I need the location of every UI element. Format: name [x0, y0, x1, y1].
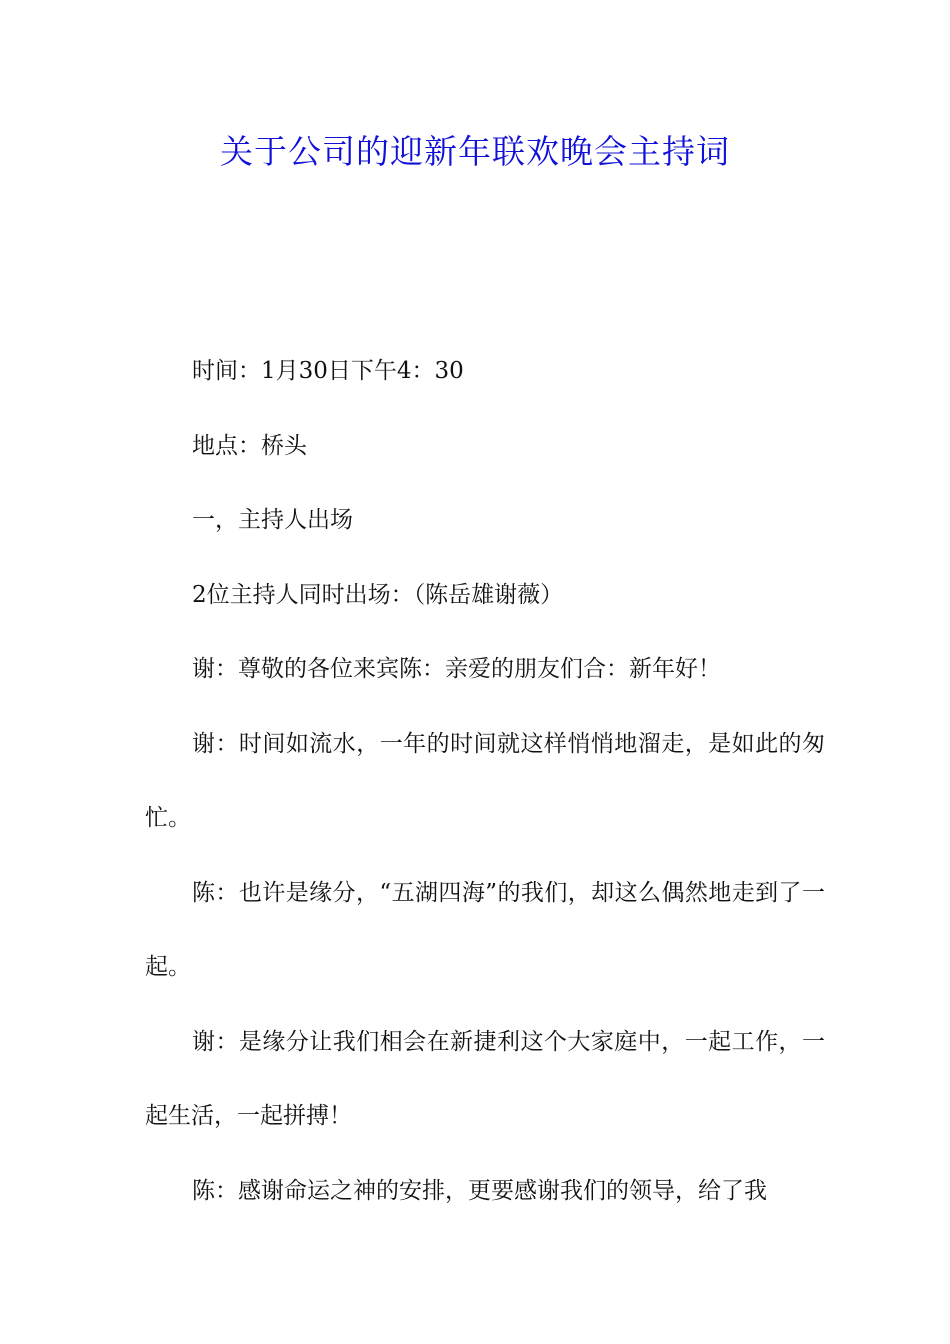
paragraph-greeting: 谢：尊敬的各位来宾陈：亲爱的朋友们合：新年好！: [192, 656, 721, 682]
paragraph-dialogue: 谢：是缘分让我们相会在新捷利这个大家庭中，一起工作，一起生活，一起拼搏！: [145, 1028, 825, 1129]
paragraph-location: 地点：桥头: [192, 432, 307, 459]
paragraph-time: 时间：1月30日下午4：30: [192, 358, 464, 384]
paragraph-dialogue: 谢：时间如流水，一年的时间就这样悄悄地溜走，是如此的匆忙。: [145, 730, 825, 831]
document-body: [145, 334, 825, 1228]
paragraph-dialogue: 陈：也许是缘分，“五湖四海”的我们，却这么偶然地走到了一起。: [145, 879, 825, 980]
paragraph-dialogue: 陈：感谢命运之神的安排，更要感谢我们的领导，给了我: [192, 1177, 767, 1204]
document-title: 关于公司的迎新年联欢晚会主持词: [220, 132, 730, 171]
paragraph-hosts: 2位主持人同时出场：（陈岳雄谢薇）: [192, 581, 564, 608]
paragraph-section-heading: 一，主持人出场: [192, 507, 353, 533]
